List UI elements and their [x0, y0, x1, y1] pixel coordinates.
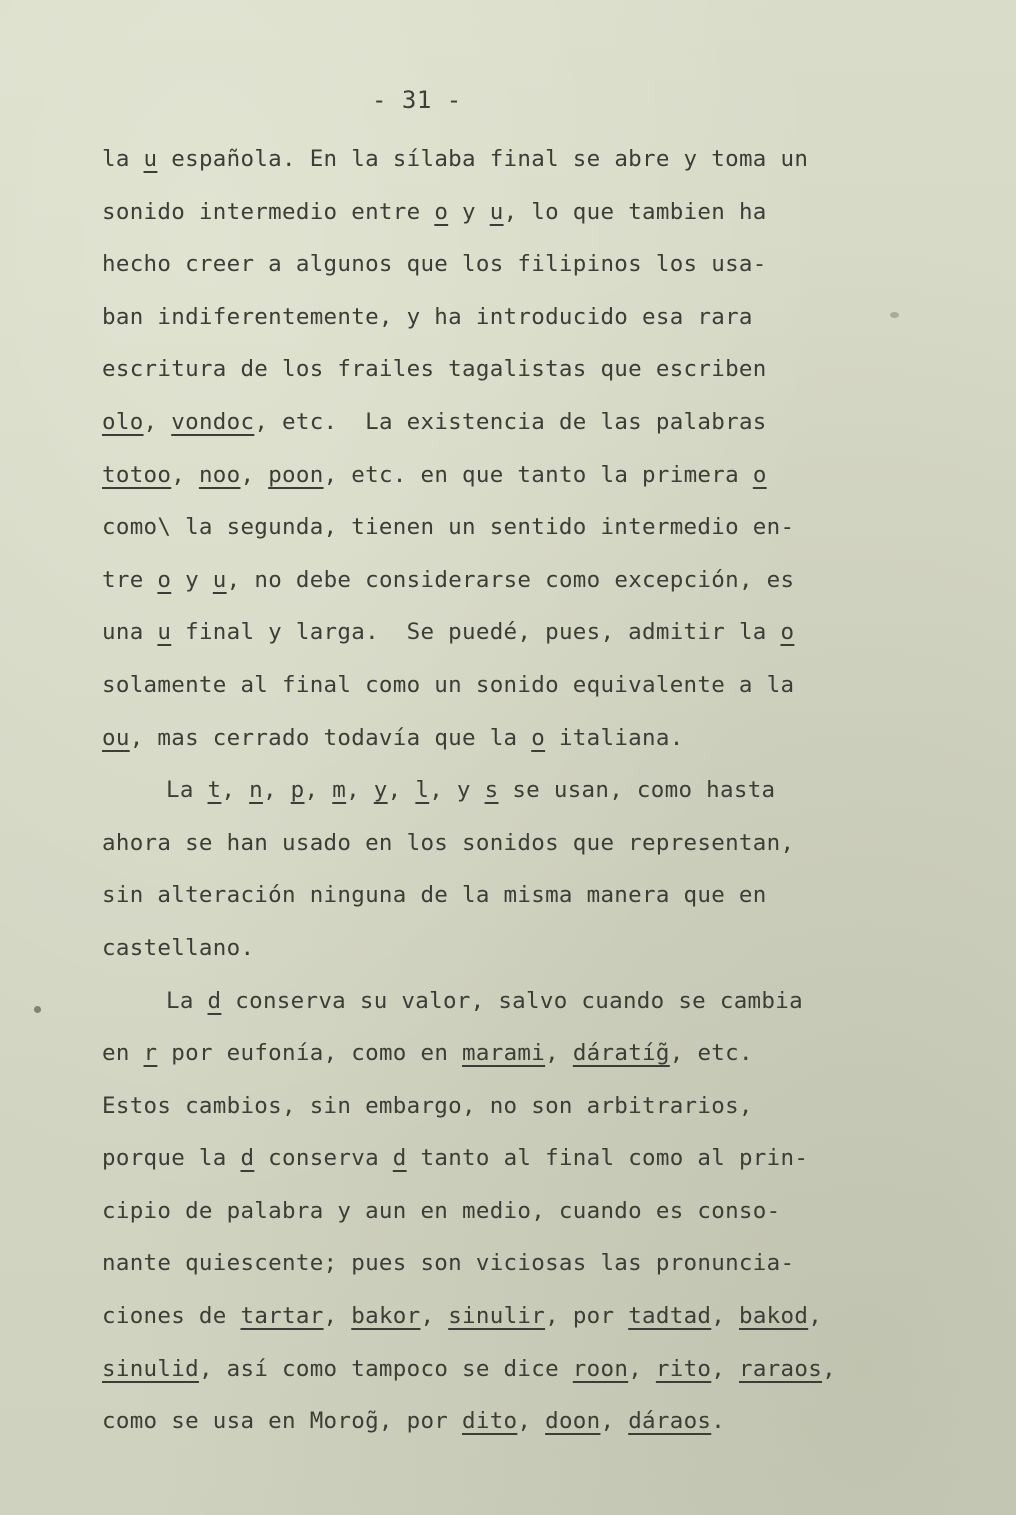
text-line	[102, 238, 962, 291]
underlined-word: noo	[198, 461, 241, 488]
text-run: final y larga. Se puedé, pues, admitir la	[171, 619, 781, 646]
underlined-word: bakod	[738, 1303, 809, 1330]
underlined-word: l	[415, 777, 430, 804]
text-run: , lo que tambien ha	[503, 198, 767, 225]
text-line	[102, 554, 962, 607]
text-run: como\ la segunda, tienen un sentido intermedio en-	[102, 514, 795, 541]
text-run: española. En la sílaba final se abre y toma un	[157, 146, 809, 172]
underlined-word: marami	[462, 1040, 546, 1067]
underlined-word: t	[207, 777, 222, 804]
text-line	[102, 869, 962, 922]
text-line	[102, 343, 962, 396]
text-run: ,	[711, 1303, 739, 1330]
underlined-word: dáraos	[628, 1408, 712, 1435]
underlined-word: o	[157, 566, 172, 593]
underlined-word: o	[752, 461, 767, 488]
text-line	[102, 606, 962, 659]
text-line	[102, 1343, 962, 1396]
underlined-word: sinulid	[102, 1355, 199, 1382]
text-run: ,	[262, 777, 291, 804]
text-run: , no debe considerarse como excepción, es	[226, 566, 795, 593]
underlined-word: u	[157, 619, 172, 646]
text-run: ahora se han usado en los sonidos que representan,	[102, 829, 795, 856]
text-line	[102, 186, 962, 239]
underlined-word: roon	[572, 1355, 629, 1382]
text-run: ,	[221, 777, 250, 804]
underlined-word: totoo	[102, 461, 172, 488]
text-line	[102, 449, 962, 502]
text-run: , por	[545, 1303, 629, 1330]
text-run: ,	[600, 1408, 629, 1435]
text-run: ,	[171, 461, 199, 488]
text-run: castellano.	[102, 934, 255, 961]
text-run: .	[711, 1408, 726, 1435]
text-run: , mas cerrado todavía que la	[129, 724, 532, 751]
text-run: ,	[545, 1040, 573, 1067]
text-run: como se usa en Morog̃, por	[102, 1408, 462, 1435]
text-run: ,	[143, 408, 172, 435]
underlined-word: d	[392, 1145, 407, 1172]
underlined-word: dáratíg̃	[572, 1040, 670, 1067]
text-run: ,	[323, 1303, 352, 1330]
text-line	[102, 133, 962, 186]
underlined-word: u	[143, 146, 158, 172]
text-run: en	[102, 1040, 144, 1067]
text-run: la	[102, 146, 144, 172]
text-line	[102, 1395, 962, 1448]
text-run: ,	[711, 1355, 739, 1382]
underlined-word: bakor	[351, 1303, 421, 1330]
text-line	[102, 291, 962, 344]
underlined-word: o	[780, 619, 795, 646]
text-run: ,	[822, 1355, 836, 1382]
text-line	[102, 396, 962, 449]
text-run: ,	[387, 777, 416, 804]
body-text	[102, 133, 962, 1448]
underlined-word: raraos	[738, 1355, 823, 1382]
text-run: ciones de	[102, 1303, 241, 1330]
text-line	[102, 659, 962, 712]
text-line	[102, 501, 962, 554]
underlined-word: d	[240, 1145, 255, 1172]
text-run: solamente al final como un sonido equivalente a la	[102, 671, 795, 698]
page-number: - 31 -	[372, 86, 462, 114]
text-run: , etc.	[669, 1040, 753, 1067]
text-run: escritura de los frailes tagalistas que escriben	[102, 356, 767, 383]
text-run: La	[166, 777, 208, 804]
underlined-word: vondoc	[171, 408, 255, 435]
ink-speck	[34, 1006, 41, 1013]
underlined-word: s	[484, 777, 499, 804]
text-line	[102, 1027, 962, 1080]
text-run: nante quiescente; pues son viciosas las pronuncia-	[102, 1250, 795, 1277]
underlined-word: n	[249, 777, 263, 804]
text-run: conserva su valor, salvo cuando se cambia	[221, 987, 803, 1014]
text-line	[102, 1185, 962, 1238]
text-run: sin alteración ninguna de la misma manera que en	[102, 882, 767, 909]
text-run: Estos cambios, sin embargo, no son arbitrarios,	[102, 1092, 753, 1119]
text-run: ,	[420, 1303, 449, 1330]
underlined-word: d	[207, 987, 222, 1014]
text-run: ,	[304, 777, 333, 804]
text-run: conserva	[254, 1145, 393, 1172]
text-run: La	[166, 987, 208, 1014]
text-run: tre	[102, 566, 158, 593]
text-line	[102, 922, 962, 975]
text-run: una	[102, 619, 158, 646]
text-run: ,	[517, 1408, 546, 1435]
underlined-word: rito	[655, 1355, 712, 1382]
text-line	[102, 712, 962, 765]
underlined-word: tadtad	[628, 1303, 712, 1330]
underlined-word: o	[531, 724, 546, 751]
text-run: , así como tampoco se dice	[198, 1355, 573, 1382]
text-run: ,	[628, 1355, 656, 1382]
text-line	[102, 1290, 962, 1343]
underlined-word: olo	[102, 408, 144, 435]
text-run: ,	[240, 461, 269, 488]
text-run: sonido intermedio entre	[102, 198, 435, 225]
text-line	[102, 1237, 962, 1290]
text-run: se usan, como hasta	[498, 777, 776, 804]
text-run: tanto al final como al prin-	[406, 1145, 809, 1172]
underlined-word: u	[489, 198, 504, 225]
text-run: y	[171, 566, 213, 593]
underlined-word: u	[212, 566, 227, 593]
underlined-word: y	[373, 777, 388, 804]
text-run: ban indiferentemente, y ha introducido esa rara	[102, 303, 753, 330]
text-run: , etc. La existencia de las palabras	[254, 408, 767, 435]
text-line	[102, 975, 962, 1028]
underlined-word: dito	[462, 1408, 518, 1435]
text-line	[102, 1132, 962, 1185]
underlined-word: p	[290, 777, 305, 804]
underlined-word: sinulir	[448, 1303, 546, 1330]
underlined-word: poon	[268, 461, 324, 488]
text-run: , y	[429, 777, 485, 804]
text-line	[102, 817, 962, 870]
underlined-word: doon	[545, 1408, 601, 1435]
underlined-word: r	[143, 1040, 158, 1067]
text-line	[102, 764, 962, 817]
text-run: y	[448, 198, 490, 225]
underlined-word: ou	[102, 724, 130, 751]
text-run: hecho creer a algunos que los filipinos los usa-	[102, 251, 767, 278]
text-run: , etc. en que tanto la primera	[323, 461, 753, 488]
ink-speck	[890, 312, 899, 318]
text-run: cipio de palabra y aun en medio, cuando es conso-	[102, 1197, 781, 1224]
underlined-word: o	[434, 198, 449, 225]
text-run: ,	[808, 1303, 823, 1330]
underlined-word: m	[332, 777, 347, 804]
text-run: ,	[346, 777, 374, 804]
underlined-word: tartar	[240, 1303, 324, 1330]
text-run: italiana.	[545, 724, 684, 751]
text-run: por eufonía, como en	[157, 1040, 463, 1067]
text-run: porque la	[102, 1145, 241, 1172]
text-line	[102, 1080, 962, 1133]
